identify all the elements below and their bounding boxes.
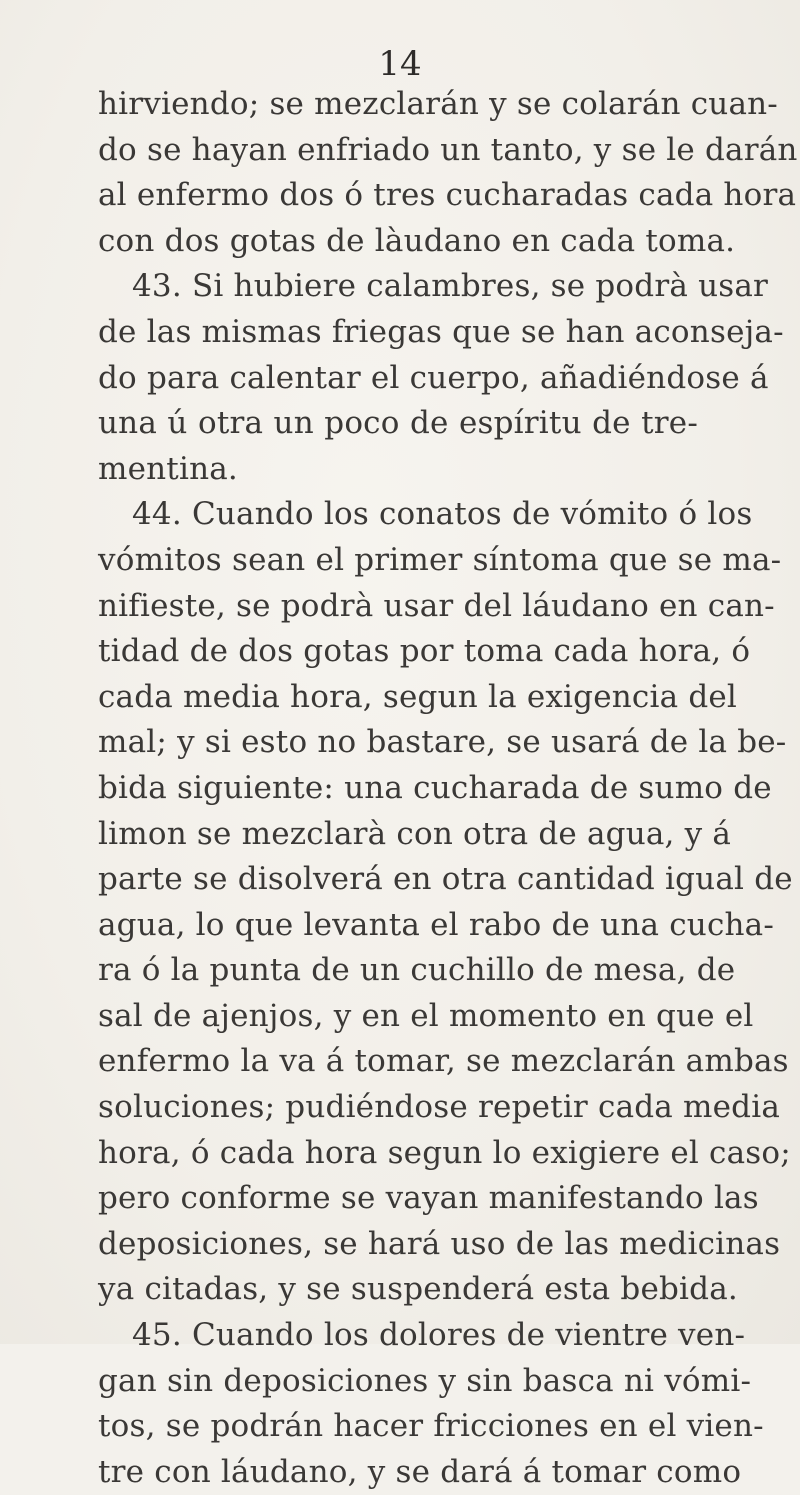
body-text: [98, 82, 798, 1495]
text-line: do para calentar el cuerpo, añadiéndose á: [98, 359, 769, 396]
paragraph-43-start: 43. Si hubiere calambres, se podrà usar: [132, 268, 769, 305]
page-number: 14: [378, 44, 422, 84]
text-line: mal; y si esto no bastare, se usará de la be-: [98, 724, 787, 761]
text-line: do se hayan enfriado un tanto, y se le darán: [98, 131, 798, 168]
text-line: vómitos sean el primer síntoma que se ma-: [98, 541, 782, 578]
text-line: limon se mezclarà con otra de agua, y á: [98, 815, 732, 852]
text-line: tidad de dos gotas por toma cada hora, ó: [98, 633, 751, 670]
text-line: agua, lo que levanta el rabo de una cucha-: [98, 906, 775, 943]
text-line: ra ó la punta de un cuchillo de mesa, de: [98, 952, 736, 989]
text-line: ya citadas, y se suspenderá esta bebida.: [98, 1271, 738, 1308]
text-line: soluciones; pudiéndose repetir cada media: [98, 1089, 781, 1126]
text-line: mentina.: [98, 450, 238, 487]
text-line: tre con láudano, y se dará á tomar como: [98, 1453, 742, 1490]
text-line: deposiciones, se hará uso de las medicinas: [98, 1225, 781, 1262]
text-line: gan sin deposiciones y sin basca ni vómi-: [98, 1362, 752, 1399]
text-line: sal de ajenjos, y en el momento en que el: [98, 997, 754, 1034]
text-line: enfermo la va á tomar, se mezclarán ambas: [98, 1043, 789, 1080]
text-line: hora, ó cada hora segun lo exigiere el caso;: [98, 1134, 791, 1171]
paragraph-44-start: 44. Cuando los conatos de vómito ó los: [132, 496, 753, 533]
text-line: una ú otra un poco de espíritu de tre-: [98, 405, 698, 442]
paragraph-45-start: 45. Cuando los dolores de vientre ven-: [132, 1317, 746, 1354]
text-line: bida siguiente: una cucharada de sumo de: [98, 769, 772, 806]
text-line: parte se disolverá en otra cantidad igual de: [98, 861, 793, 898]
text-line: pero conforme se vayan manifestando las: [98, 1180, 759, 1217]
text-line: nifieste, se podrà usar del láudano en can-: [98, 587, 775, 624]
text-line: cada media hora, segun la exigencia del: [98, 678, 738, 715]
text-line: al enfermo dos ó tres cucharadas cada hora: [98, 177, 797, 214]
text-line: tos, se podrán hacer fricciones en el vien-: [98, 1408, 764, 1445]
text-line: con dos gotas de làudano en cada toma.: [98, 222, 736, 259]
text-line: de las mismas friegas que se han aconseja-: [98, 313, 784, 350]
text-line: hirviendo; se mezclarán y se colarán cuan-: [98, 86, 778, 122]
